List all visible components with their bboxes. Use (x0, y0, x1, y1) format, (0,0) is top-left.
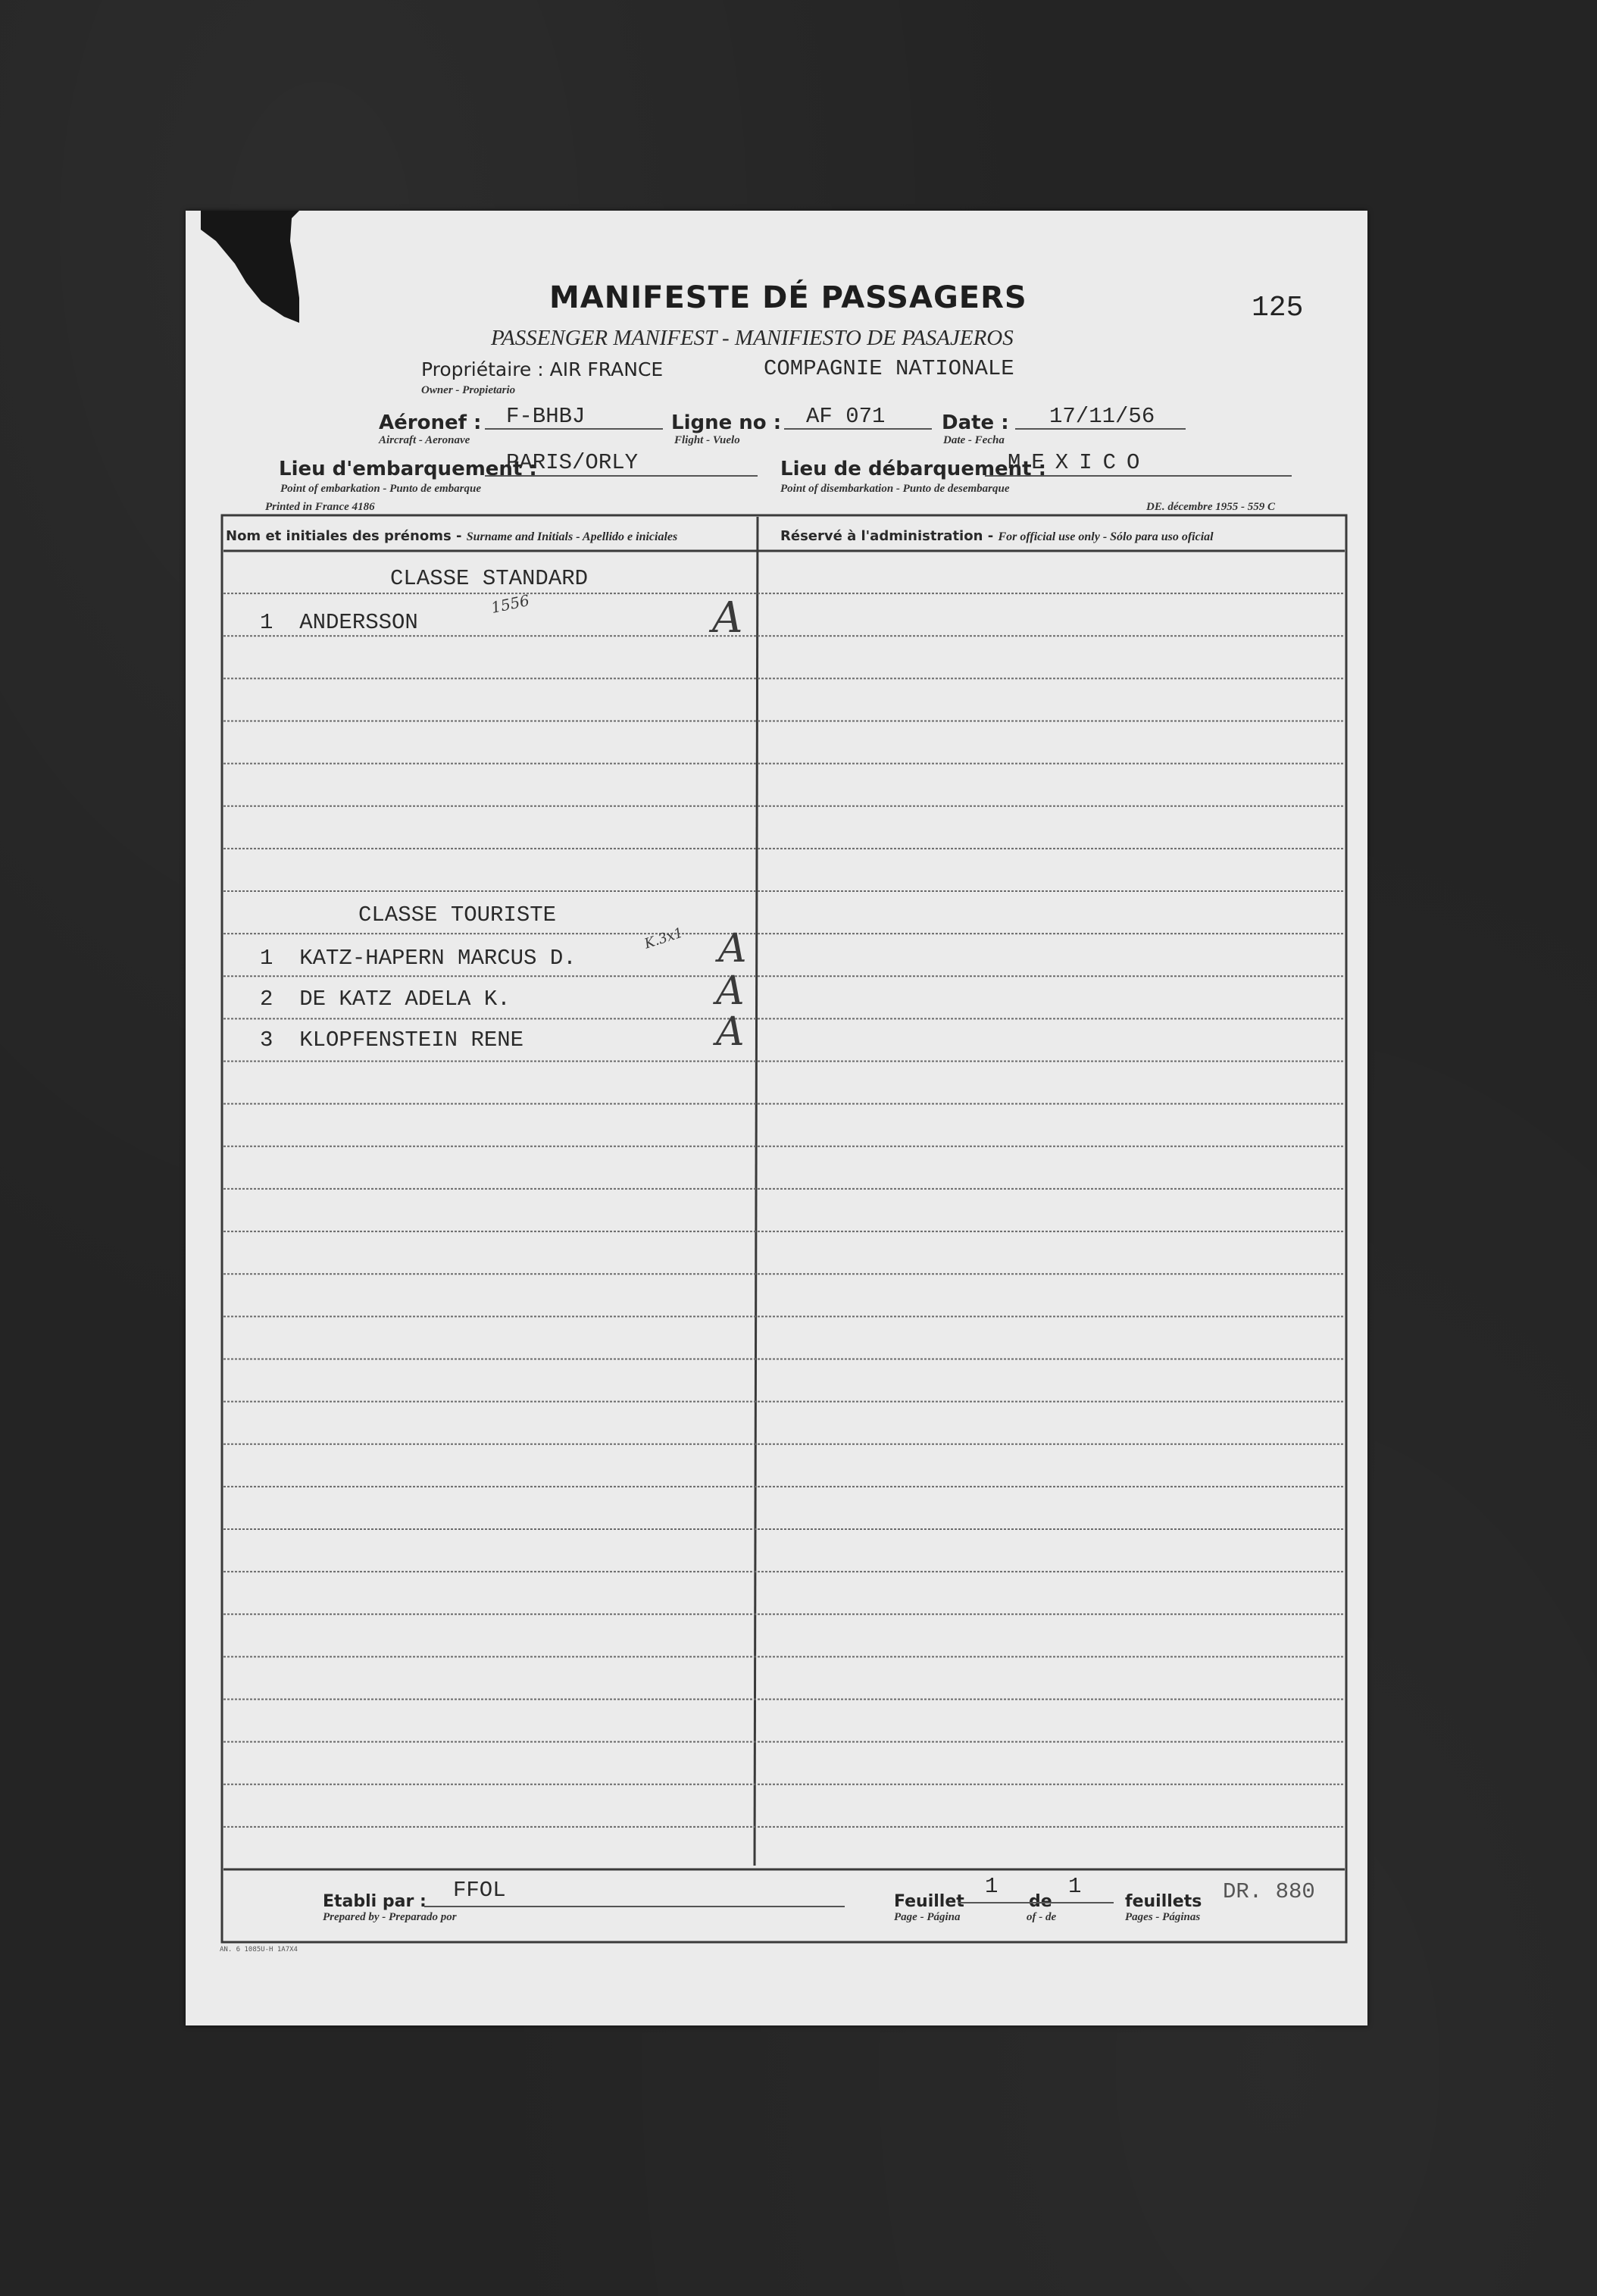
owner-value: COMPAGNIE NATIONALE (764, 356, 1014, 381)
aircraft-underline (485, 428, 663, 430)
torn-corner (201, 211, 299, 324)
passenger-row-touriste-3: 3 KLOPFENSTEIN RENE (260, 1028, 524, 1053)
annotation-k3x1: K.3x1 (642, 924, 686, 952)
embark-value: PARIS/ORLY (506, 450, 639, 475)
status-mark-row-t3: A (716, 1009, 745, 1055)
form-reference: DE. décembre 1955 - 559 C (1146, 501, 1275, 513)
left-column-header-label: Nom et initiales des prénoms (226, 528, 452, 544)
flight-underline (784, 428, 932, 430)
owner-label: Propriétaire : AIR FRANCE (421, 358, 664, 380)
printed-in: Printed in France 4186 (265, 501, 375, 513)
flight-label: Ligne no : (671, 411, 782, 434)
date-underline (1015, 428, 1186, 430)
flight-sublabel: Flight - Vuelo (674, 434, 740, 446)
left-column-header: Nom et initiales des prénoms - Surname and Initials - Apellido e iniciales (226, 528, 678, 544)
class-heading-touriste: CLASSE TOURISTE (358, 902, 557, 927)
manifest-subtitle: PASSENGER MANIFEST - MANIFIESTO DE PASAJEROS (491, 326, 1014, 350)
page-number: 125 (1252, 292, 1304, 324)
status-mark-row-t1: A (718, 926, 747, 971)
right-column-header: Réservé à l'administration - For official use only - Sólo para uso oficial (780, 528, 1214, 544)
passenger-row-standard-1: 1 ANDERSSON (260, 610, 418, 635)
date-sublabel: Date - Fecha (943, 434, 1005, 446)
prepared-by-sublabel: Prepared by - Preparado por (323, 1911, 457, 1923)
prepared-by-underline (424, 1906, 845, 1907)
pages-label: feuillets (1125, 1892, 1202, 1911)
annotation-1556: 1556 (489, 590, 531, 618)
passenger-row-touriste-2: 2 DE KATZ ADELA K. (260, 987, 511, 1012)
prepared-by-label: Etabli par : (323, 1892, 427, 1911)
of-value: 1 (1068, 1874, 1082, 1899)
aircraft-value: F-BHBJ (506, 404, 586, 429)
class-heading-standard: CLASSE STANDARD (390, 566, 589, 591)
bottom-tiny-code: AN. 6 1085U-H 1A7X4 (220, 1946, 298, 1953)
status-mark-row-1: A (712, 593, 743, 643)
of-label: de (1029, 1892, 1052, 1911)
date-value: 17/11/56 (1049, 404, 1155, 429)
disembark-sublabel: Point of disembarkation - Punto de desembarque (780, 483, 1010, 495)
date-label: Date : (942, 411, 1009, 434)
pages-sublabel: Pages - Páginas (1125, 1911, 1201, 1923)
sheet-sublabel: Page - Página (894, 1911, 961, 1923)
disembark-label: Lieu de débarquement : (780, 458, 1047, 480)
aircraft-sublabel: Aircraft - Aeronave (379, 434, 470, 446)
manifest-title: MANIFESTE DÉ PASSAGERS (549, 280, 1027, 315)
table-frame (216, 509, 1352, 1949)
disembark-underline (985, 475, 1292, 477)
sheet-label: Feuillet (894, 1892, 964, 1911)
disembark-value: MEXICO (1008, 450, 1151, 475)
form-code: DR. 880 (1223, 1879, 1315, 1904)
embark-underline (485, 475, 758, 477)
right-column-header-label: Réservé à l'administration (780, 528, 983, 544)
embark-label: Lieu d'embarquement : (279, 458, 537, 480)
left-column-header-sub: Surname and Initials - Apellido e iniciales (466, 530, 678, 543)
embark-sublabel: Point of embarkation - Punto de embarque (280, 483, 482, 495)
of-sublabel: of - de (1027, 1911, 1057, 1923)
ruled-lines (223, 590, 1345, 1827)
status-mark-row-t2: A (716, 968, 745, 1014)
owner-sublabel: Owner - Propietario (421, 384, 516, 396)
aircraft-label: Aéronef : (379, 411, 482, 434)
prepared-by-value: FFOL (453, 1878, 506, 1903)
sheet-value: 1 (985, 1874, 999, 1899)
passenger-row-touriste-1: 1 KATZ-HAPERN MARCUS D. (260, 946, 577, 971)
right-column-header-sub: For official use only - Sólo para uso oficial (998, 530, 1214, 543)
page-count-underline (958, 1902, 1114, 1903)
flight-value: AF 071 (806, 404, 886, 429)
